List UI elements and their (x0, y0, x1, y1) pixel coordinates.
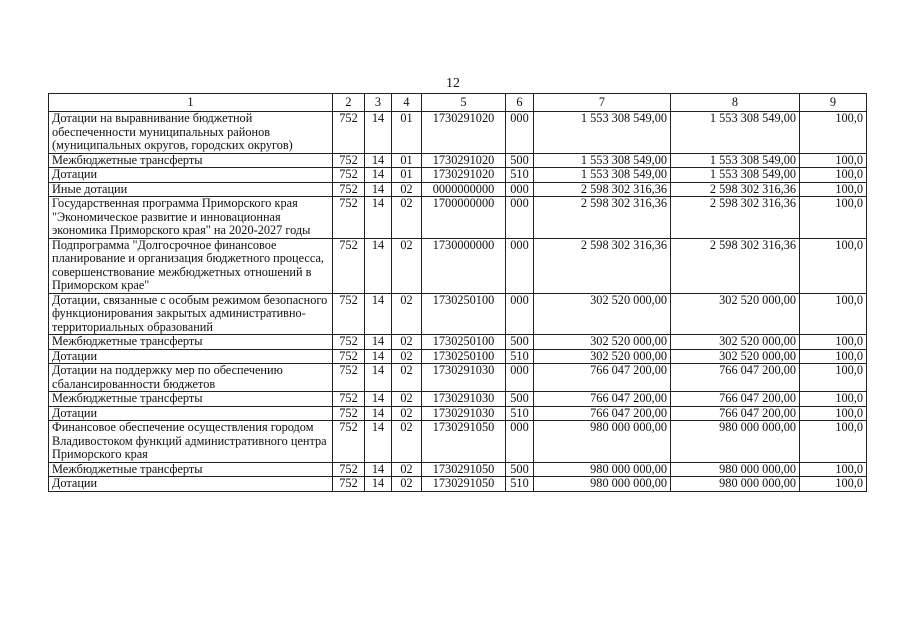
code-target: 1730250100 (422, 335, 506, 350)
table-row (49, 349, 867, 364)
amount-actual: 1 553 308 549,00 (671, 112, 800, 154)
code-section: 14 (365, 182, 392, 197)
row-name: Дотации (49, 406, 333, 421)
table-row (49, 462, 867, 477)
amount-actual: 1 553 308 549,00 (671, 153, 800, 168)
row-name: Межбюджетные трансферты (49, 392, 333, 407)
code-target: 1730291030 (422, 364, 506, 392)
amount-plan: 766 047 200,00 (534, 406, 671, 421)
code-section: 14 (365, 364, 392, 392)
amount-plan: 980 000 000,00 (534, 421, 671, 463)
code-expense-type: 000 (506, 364, 534, 392)
amount-plan: 980 000 000,00 (534, 477, 671, 492)
code-subsection: 02 (392, 406, 422, 421)
row-name: Дотации (49, 477, 333, 492)
code-subsection: 02 (392, 392, 422, 407)
percent-executed: 100,0 (800, 462, 867, 477)
code-subsection: 02 (392, 462, 422, 477)
amount-actual: 766 047 200,00 (671, 364, 800, 392)
code-admin: 752 (333, 392, 365, 407)
percent-executed: 100,0 (800, 406, 867, 421)
code-admin: 752 (333, 112, 365, 154)
row-name: Дотации (49, 349, 333, 364)
amount-actual: 1 553 308 549,00 (671, 168, 800, 183)
amount-plan: 302 520 000,00 (534, 349, 671, 364)
code-subsection: 02 (392, 182, 422, 197)
percent-executed: 100,0 (800, 335, 867, 350)
code-expense-type: 500 (506, 335, 534, 350)
amount-plan: 2 598 302 316,36 (534, 197, 671, 239)
amount-actual: 766 047 200,00 (671, 392, 800, 407)
table-row (49, 406, 867, 421)
row-name: Финансовое обеспечение осуществления городом Владивостоком функций административного центра Приморского края (49, 421, 333, 463)
amount-actual: 980 000 000,00 (671, 462, 800, 477)
code-subsection: 02 (392, 349, 422, 364)
table-body (49, 112, 867, 492)
row-name: Дотации на поддержку мер по обеспечению сбалансированности бюджетов (49, 364, 333, 392)
table-row (49, 182, 867, 197)
code-subsection: 02 (392, 293, 422, 335)
percent-executed: 100,0 (800, 182, 867, 197)
code-expense-type: 500 (506, 462, 534, 477)
code-expense-type: 510 (506, 168, 534, 183)
column-header: 6 (506, 94, 534, 112)
amount-actual: 766 047 200,00 (671, 406, 800, 421)
code-section: 14 (365, 477, 392, 492)
code-admin: 752 (333, 182, 365, 197)
amount-actual: 2 598 302 316,36 (671, 197, 800, 239)
table-row (49, 293, 867, 335)
code-admin: 752 (333, 168, 365, 183)
amount-plan: 302 520 000,00 (534, 293, 671, 335)
code-admin: 752 (333, 477, 365, 492)
amount-plan: 1 553 308 549,00 (534, 168, 671, 183)
column-header: 8 (671, 94, 800, 112)
percent-executed: 100,0 (800, 477, 867, 492)
column-header: 3 (365, 94, 392, 112)
code-admin: 752 (333, 421, 365, 463)
code-section: 14 (365, 349, 392, 364)
row-name: Межбюджетные трансферты (49, 153, 333, 168)
code-subsection: 02 (392, 335, 422, 350)
percent-executed: 100,0 (800, 153, 867, 168)
code-expense-type: 500 (506, 392, 534, 407)
code-target: 1730291020 (422, 153, 506, 168)
code-target: 1730250100 (422, 349, 506, 364)
table-row (49, 238, 867, 293)
code-expense-type: 000 (506, 421, 534, 463)
amount-actual: 2 598 302 316,36 (671, 182, 800, 197)
code-expense-type: 000 (506, 112, 534, 154)
page-number: 12 (446, 76, 460, 91)
percent-executed: 100,0 (800, 293, 867, 335)
row-name: Дотации (49, 168, 333, 183)
amount-plan: 1 553 308 549,00 (534, 153, 671, 168)
code-target: 1730291050 (422, 421, 506, 463)
code-target: 1730291020 (422, 168, 506, 183)
code-section: 14 (365, 462, 392, 477)
code-subsection: 02 (392, 477, 422, 492)
code-target: 1730291050 (422, 462, 506, 477)
code-section: 14 (365, 153, 392, 168)
percent-executed: 100,0 (800, 392, 867, 407)
amount-actual: 980 000 000,00 (671, 421, 800, 463)
code-expense-type: 510 (506, 477, 534, 492)
percent-executed: 100,0 (800, 168, 867, 183)
code-target: 1730291030 (422, 406, 506, 421)
column-header: 5 (422, 94, 506, 112)
code-target: 0000000000 (422, 182, 506, 197)
code-admin: 752 (333, 364, 365, 392)
code-admin: 752 (333, 349, 365, 364)
code-target: 1730291030 (422, 392, 506, 407)
code-section: 14 (365, 421, 392, 463)
row-name: Межбюджетные трансферты (49, 462, 333, 477)
column-header: 1 (49, 94, 333, 112)
code-section: 14 (365, 293, 392, 335)
amount-plan: 2 598 302 316,36 (534, 238, 671, 293)
code-section: 14 (365, 392, 392, 407)
code-expense-type: 000 (506, 182, 534, 197)
row-name: Иные дотации (49, 182, 333, 197)
code-section: 14 (365, 112, 392, 154)
code-target: 1730000000 (422, 238, 506, 293)
table-row (49, 112, 867, 154)
code-target: 1700000000 (422, 197, 506, 239)
code-target: 1730250100 (422, 293, 506, 335)
code-expense-type: 000 (506, 238, 534, 293)
column-header: 2 (333, 94, 365, 112)
amount-actual: 302 520 000,00 (671, 335, 800, 350)
code-admin: 752 (333, 462, 365, 477)
percent-executed: 100,0 (800, 112, 867, 154)
table-row (49, 477, 867, 492)
column-header: 4 (392, 94, 422, 112)
code-admin: 752 (333, 238, 365, 293)
code-subsection: 02 (392, 421, 422, 463)
row-name: Подпрограмма "Долгосрочное финансовое планирование и организация бюджетного процесса, совершенствование межбюджетных отношений в Приморском крае" (49, 238, 333, 293)
code-subsection: 02 (392, 364, 422, 392)
code-admin: 752 (333, 153, 365, 168)
code-subsection: 02 (392, 238, 422, 293)
amount-plan: 766 047 200,00 (534, 364, 671, 392)
percent-executed: 100,0 (800, 421, 867, 463)
table-header-row (49, 94, 867, 112)
amount-plan: 2 598 302 316,36 (534, 182, 671, 197)
column-header: 7 (534, 94, 671, 112)
percent-executed: 100,0 (800, 349, 867, 364)
amount-plan: 1 553 308 549,00 (534, 112, 671, 154)
code-subsection: 01 (392, 153, 422, 168)
amount-plan: 766 047 200,00 (534, 392, 671, 407)
percent-executed: 100,0 (800, 197, 867, 239)
code-expense-type: 000 (506, 293, 534, 335)
code-section: 14 (365, 197, 392, 239)
amount-plan: 980 000 000,00 (534, 462, 671, 477)
amount-actual: 2 598 302 316,36 (671, 238, 800, 293)
code-subsection: 01 (392, 112, 422, 154)
code-expense-type: 000 (506, 197, 534, 239)
code-section: 14 (365, 406, 392, 421)
amount-actual: 302 520 000,00 (671, 349, 800, 364)
table-row (49, 364, 867, 392)
code-subsection: 01 (392, 168, 422, 183)
code-section: 14 (365, 238, 392, 293)
budget-table (48, 93, 867, 492)
code-expense-type: 500 (506, 153, 534, 168)
table-row (49, 421, 867, 463)
code-admin: 752 (333, 406, 365, 421)
code-admin: 752 (333, 335, 365, 350)
code-admin: 752 (333, 293, 365, 335)
table-row (49, 197, 867, 239)
table-row (49, 335, 867, 350)
code-target: 1730291050 (422, 477, 506, 492)
column-header: 9 (800, 94, 867, 112)
code-expense-type: 510 (506, 349, 534, 364)
table-row (49, 153, 867, 168)
code-admin: 752 (333, 197, 365, 239)
row-name: Дотации на выравнивание бюджетной обеспеченности муниципальных районов (муниципальных округов, городских округов) (49, 112, 333, 154)
amount-plan: 302 520 000,00 (534, 335, 671, 350)
table-row (49, 392, 867, 407)
row-name: Государственная программа Приморского края "Экономическое развитие и инновационная экономика Приморского края" на 2020-2027 годы (49, 197, 333, 239)
code-subsection: 02 (392, 197, 422, 239)
amount-actual: 302 520 000,00 (671, 293, 800, 335)
code-section: 14 (365, 168, 392, 183)
percent-executed: 100,0 (800, 364, 867, 392)
code-section: 14 (365, 335, 392, 350)
amount-actual: 980 000 000,00 (671, 477, 800, 492)
table-row (49, 168, 867, 183)
row-name: Дотации, связанные с особым режимом безопасного функционирования закрытых административно-территориальных образований (49, 293, 333, 335)
code-target: 1730291020 (422, 112, 506, 154)
percent-executed: 100,0 (800, 238, 867, 293)
code-expense-type: 510 (506, 406, 534, 421)
row-name: Межбюджетные трансферты (49, 335, 333, 350)
